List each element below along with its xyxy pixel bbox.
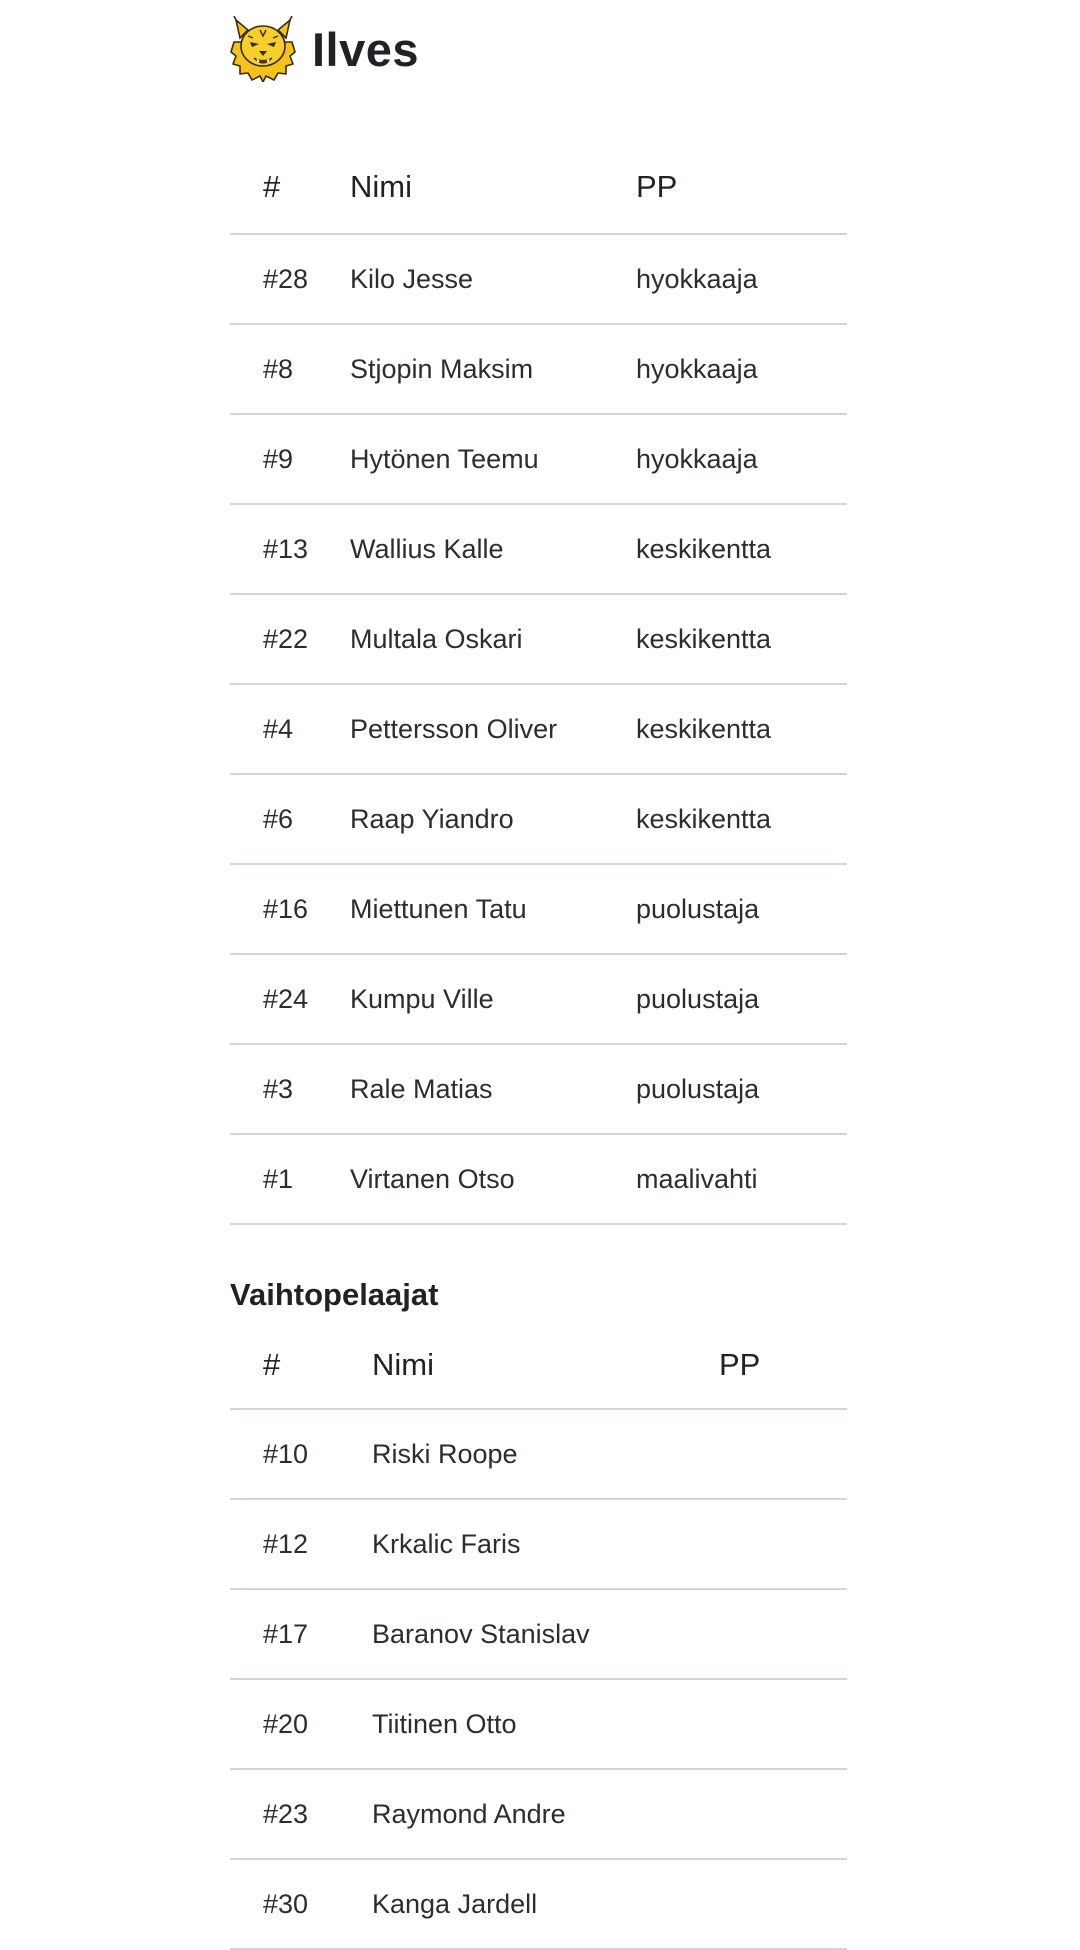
player-number: #3: [230, 1044, 350, 1134]
player-number: #23: [230, 1769, 372, 1859]
table-row: [230, 1044, 847, 1134]
player-number: #4: [230, 684, 350, 774]
player-position: keskikentta: [636, 684, 847, 774]
player-name: Miettunen Tatu: [350, 864, 636, 954]
column-header-position: PP: [719, 1322, 847, 1409]
player-number: #10: [230, 1409, 372, 1499]
player-position: keskikentta: [636, 504, 847, 594]
table-row: [230, 954, 847, 1044]
player-name: Kanga Jardell: [372, 1859, 719, 1949]
lineup-rows: [230, 234, 847, 1224]
player-name: Pettersson Oliver: [350, 684, 636, 774]
player-position: hyokkaaja: [636, 324, 847, 414]
lineup-header-row: [230, 140, 847, 234]
substitutes-table: [230, 1322, 847, 1950]
column-header-name: Nimi: [372, 1322, 719, 1409]
player-position: [719, 1769, 847, 1859]
table-row: [230, 594, 847, 684]
player-name: Kumpu Ville: [350, 954, 636, 1044]
player-name: Raymond Andre: [372, 1769, 719, 1859]
column-header-number: #: [230, 140, 350, 234]
team-header: [230, 14, 419, 84]
player-position: puolustaja: [636, 954, 847, 1044]
team-name: Ilves: [312, 22, 420, 76]
player-position: maalivahti: [636, 1134, 847, 1224]
table-row: [230, 774, 847, 864]
player-position: puolustaja: [636, 864, 847, 954]
player-name: Riski Roope: [372, 1409, 719, 1499]
player-name: Multala Oskari: [350, 594, 636, 684]
table-row: [230, 684, 847, 774]
table-row: [230, 1769, 847, 1859]
player-number: #28: [230, 234, 350, 324]
player-number: #20: [230, 1679, 372, 1769]
column-header-name: Nimi: [350, 140, 636, 234]
column-header-position: PP: [636, 140, 847, 234]
player-number: #13: [230, 504, 350, 594]
table-row: [230, 414, 847, 504]
player-number: #16: [230, 864, 350, 954]
player-number: #1: [230, 1134, 350, 1224]
player-position: [719, 1589, 847, 1679]
player-number: #30: [230, 1859, 372, 1949]
substitutes-header-row: [230, 1322, 847, 1409]
player-position: [719, 1499, 847, 1589]
player-position: keskikentta: [636, 594, 847, 684]
table-row: [230, 234, 847, 324]
player-number: #12: [230, 1499, 372, 1589]
player-position: keskikentta: [636, 774, 847, 864]
table-row: [230, 324, 847, 414]
player-position: puolustaja: [636, 1044, 847, 1134]
table-row: [230, 504, 847, 594]
column-header-number: #: [230, 1322, 372, 1409]
player-name: Wallius Kalle: [350, 504, 636, 594]
table-row: [230, 1679, 847, 1769]
player-number: #6: [230, 774, 350, 864]
player-name: Stjopin Maksim: [350, 324, 636, 414]
player-name: Hytönen Teemu: [350, 414, 636, 504]
player-name: Rale Matias: [350, 1044, 636, 1134]
player-position: hyokkaaja: [636, 414, 847, 504]
lynx-logo-icon: [230, 16, 296, 82]
table-row: [230, 1589, 847, 1679]
table-row: [230, 1499, 847, 1589]
player-position: [719, 1859, 847, 1949]
player-number: #24: [230, 954, 350, 1044]
player-name: Tiitinen Otto: [372, 1679, 719, 1769]
table-row: [230, 1409, 847, 1499]
lineup-table: [230, 140, 847, 1225]
player-name: Baranov Stanislav: [372, 1589, 719, 1679]
player-number: #9: [230, 414, 350, 504]
player-position: hyokkaaja: [636, 234, 847, 324]
player-position: [719, 1679, 847, 1769]
table-row: [230, 1134, 847, 1224]
table-row: [230, 864, 847, 954]
substitutes-title: Vaihtopelaajat: [230, 1277, 439, 1312]
substitutes-rows: [230, 1409, 847, 1949]
player-number: #17: [230, 1589, 372, 1679]
player-name: Raap Yiandro: [350, 774, 636, 864]
player-name: Virtanen Otso: [350, 1134, 636, 1224]
table-row: [230, 1859, 847, 1949]
player-position: [719, 1409, 847, 1499]
player-number: #22: [230, 594, 350, 684]
player-name: Kilo Jesse: [350, 234, 636, 324]
player-number: #8: [230, 324, 350, 414]
player-name: Krkalic Faris: [372, 1499, 719, 1589]
